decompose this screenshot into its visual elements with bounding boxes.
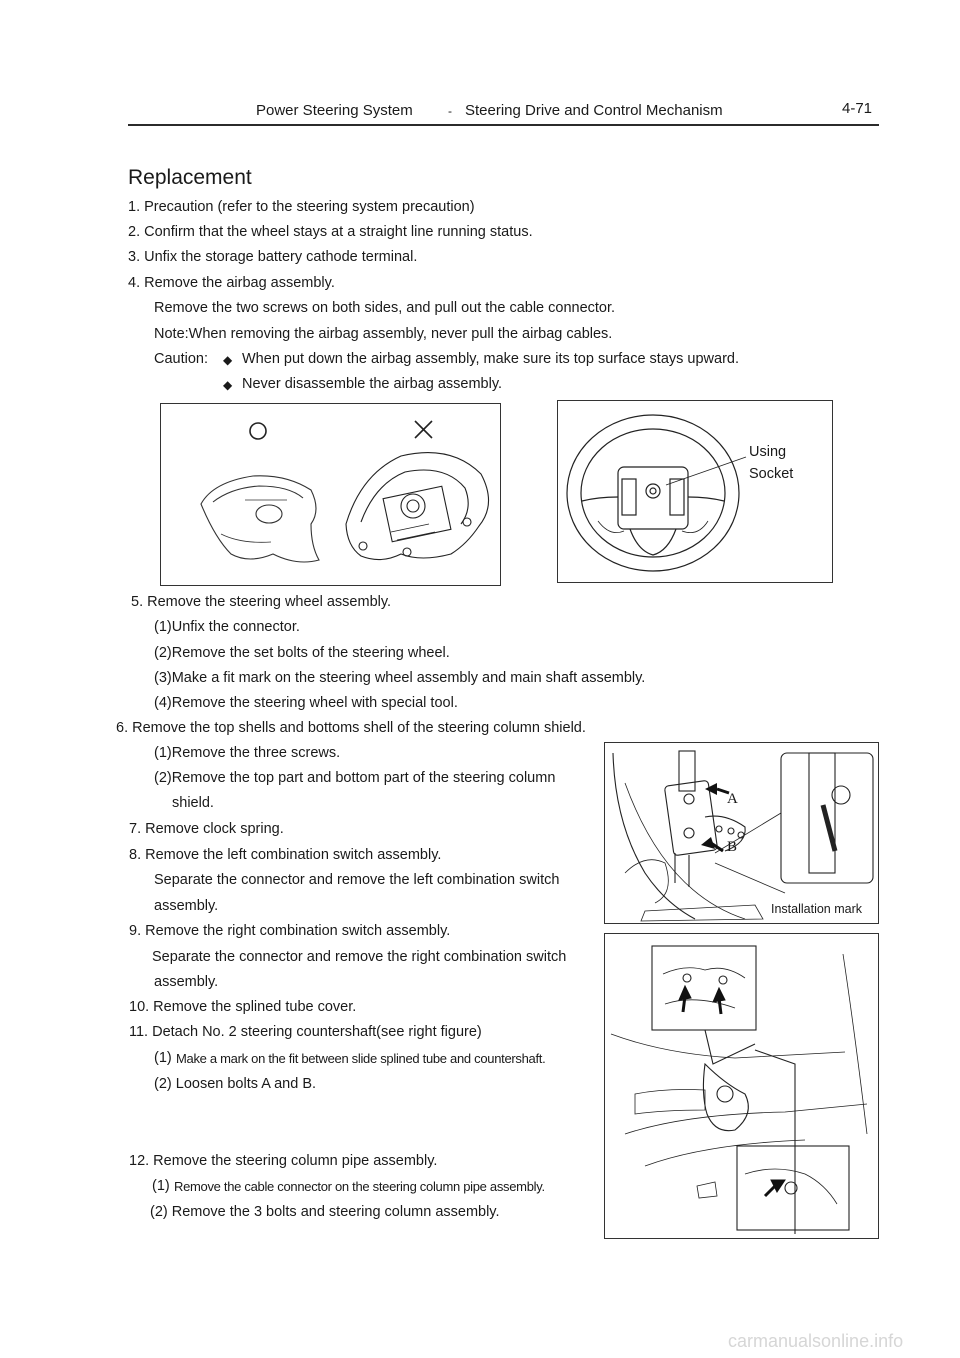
step-5: 5. Remove the steering wheel assembly. — [131, 594, 392, 610]
step-4-note: Note:When removing the airbag assembly, never pull the airbag cables. — [154, 326, 613, 342]
steering-column-figure — [604, 933, 879, 1239]
cross-wrong-icon — [415, 421, 432, 438]
steering-wheel-figure — [557, 400, 833, 583]
countershaft-drawing — [613, 751, 873, 921]
page-number: 4-71 — [842, 100, 873, 117]
step-10: 10. Remove the splined tube cover. — [129, 999, 357, 1015]
bolt-b-label: B — [727, 839, 738, 855]
step-8-detail-cont: assembly. — [154, 898, 219, 914]
step-3: 3. Unfix the storage battery cathode terminal. — [128, 249, 418, 265]
header-section: Power Steering System — [256, 102, 413, 119]
step-11-2: (2) Loosen bolts A and B. — [154, 1076, 317, 1092]
using-label: Using — [749, 444, 787, 460]
step-7: 7. Remove clock spring. — [129, 821, 284, 837]
step-8: 8. Remove the left combination switch assembly. — [129, 847, 442, 863]
step-12-1: Remove the cable connector on the steering column pipe assembly. — [174, 1179, 545, 1194]
step-4-detail: Remove the two screws on both sides, and pull out the cable connector. — [154, 300, 616, 316]
installation-mark-label: Installation mark — [771, 902, 863, 916]
countershaft-figure — [604, 742, 879, 924]
page-title: Replacement — [128, 166, 252, 189]
header-subsection: Steering Drive and Control Mechanism — [465, 102, 723, 119]
step-5-4: (4)Remove the steering wheel with special tool. — [154, 695, 458, 711]
circle-correct-icon — [250, 423, 266, 439]
step-4-caution-2: Never disassemble the airbag assembly. — [242, 376, 503, 392]
step-5-3: (3)Make a fit mark on the steering wheel assembly and main shaft assembly. — [154, 670, 646, 686]
step-12-2: (2) Remove the 3 bolts and steering column assembly. — [150, 1204, 500, 1220]
step-12: 12. Remove the steering column pipe assembly. — [129, 1153, 438, 1169]
airbag-top-up-drawing — [201, 476, 319, 562]
airbag-figure — [160, 403, 501, 586]
step-1: 1. Precaution (refer to the steering system precaution) — [128, 199, 475, 215]
step-4-caution-1: When put down the airbag assembly, make sure its top surface stays upward. — [242, 351, 740, 367]
step-9-detail-cont: assembly. — [154, 974, 219, 990]
steering-column-drawing — [611, 946, 867, 1234]
step-11: 11. Detach No. 2 steering countershaft(see right figure) — [129, 1024, 482, 1040]
header-separator: - — [448, 104, 452, 118]
header-rule — [128, 124, 879, 126]
step-5-1: (1)Unfix the connector. — [154, 619, 300, 635]
steering-wheel-drawing — [567, 415, 746, 571]
step-6-1: (1)Remove the three screws. — [154, 745, 341, 761]
step-5-2: (2)Remove the set bolts of the steering wheel. — [154, 645, 450, 661]
step-9: 9. Remove the right combination switch assembly. — [129, 923, 451, 939]
step-6: 6. Remove the top shells and bottoms shell of the steering column shield. — [116, 720, 586, 736]
bolt-a-label: A — [727, 791, 738, 807]
step-12-1-number: (1) — [152, 1178, 170, 1194]
diamond-bullet-icon: ◆ — [223, 353, 233, 367]
step-6-2-cont: shield. — [172, 795, 214, 811]
step-6-2: (2)Remove the top part and bottom part of the steering column — [154, 770, 556, 786]
socket-label: Socket — [749, 466, 794, 482]
step-2: 2. Confirm that the wheel stays at a straight line running status. — [128, 224, 533, 240]
airbag-bottom-up-drawing — [346, 453, 489, 560]
step-11-1-number: (1) — [154, 1050, 172, 1066]
step-4-caution-label: Caution: — [154, 351, 209, 367]
step-11-1: Make a mark on the fit between slide splined tube and countershaft. — [176, 1051, 546, 1066]
step-4: 4. Remove the airbag assembly. — [128, 275, 335, 291]
step-9-detail: Separate the connector and remove the right combination switch — [152, 949, 567, 965]
footer-watermark: carmanualsonline.info — [728, 1331, 904, 1351]
step-8-detail: Separate the connector and remove the left combination switch — [154, 872, 560, 888]
diamond-bullet-icon: ◆ — [223, 378, 233, 392]
